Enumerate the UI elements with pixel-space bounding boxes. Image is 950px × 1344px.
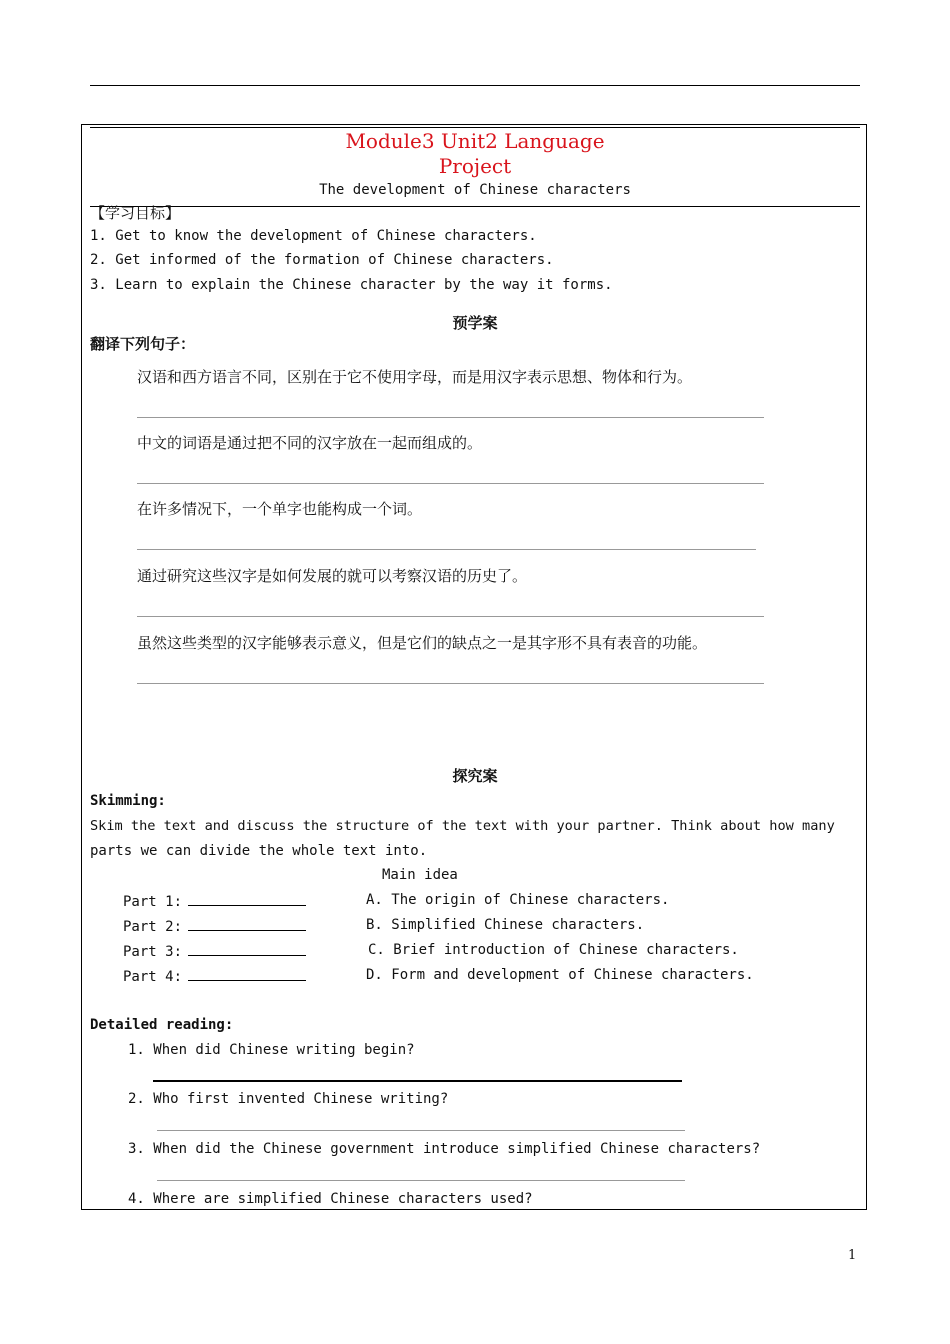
objective-item: 1. Get to know the development of Chinese characters. xyxy=(90,228,537,244)
question-3: 3. When did the Chinese government introduce simplified Chinese characters? xyxy=(128,1141,761,1157)
objective-item: 2. Get informed of the formation of Chinese characters. xyxy=(90,252,554,268)
translate-instruction: 翻译下列句子： xyxy=(90,335,196,353)
part-label: Part 2: xyxy=(123,919,183,935)
part-label: Part 4: xyxy=(123,969,183,985)
page-header-rule xyxy=(90,85,860,86)
preview-heading: 预学案 xyxy=(452,314,498,332)
sentence-1: 汉语和西方语言不同，区别在于它不使用字母，而是用汉字表示思想、物体和行为。 xyxy=(137,368,693,386)
question-answer-line-2[interactable] xyxy=(157,1130,685,1131)
sentence-5: 虽然这些类型的汉字能够表示意义，但是它们的缺点之一是其字形不具有表音的功能。 xyxy=(137,634,708,652)
idea-c: C. Brief introduction of Chinese characters. xyxy=(368,942,739,958)
idea-b: B. Simplified Chinese characters. xyxy=(366,917,645,933)
page-number: 1 xyxy=(848,1248,857,1263)
title-line-2: Project xyxy=(438,154,512,178)
subtitle: The development of Chinese characters xyxy=(319,182,631,198)
answer-line-3[interactable] xyxy=(137,549,756,550)
part-row-3 xyxy=(123,941,306,961)
sentence-4: 通过研究这些汉字是如何发展的就可以考察汉语的历史了。 xyxy=(137,567,528,585)
part-row-2 xyxy=(123,916,306,936)
answer-line-1[interactable] xyxy=(137,417,764,418)
part-blank-3[interactable] xyxy=(188,941,306,956)
idea-a: A. The origin of Chinese characters. xyxy=(366,892,670,908)
frame-top-rule xyxy=(90,127,860,128)
explore-heading: 探究案 xyxy=(452,767,498,785)
question-1: 1. When did Chinese writing begin? xyxy=(128,1042,415,1058)
part-blank-1[interactable] xyxy=(188,891,306,906)
answer-line-4[interactable] xyxy=(137,616,764,617)
answer-line-2[interactable] xyxy=(137,483,764,484)
part-label: Part 3: xyxy=(123,944,183,960)
question-answer-line-3[interactable] xyxy=(157,1180,685,1181)
skimming-line-1: Skim the text and discuss the structure of the text with your partner. Think about how many xyxy=(90,818,835,834)
title-line-1: Module3 Unit2 Language xyxy=(345,129,605,153)
part-blank-2[interactable] xyxy=(188,916,306,931)
part-blank-4[interactable] xyxy=(188,966,306,981)
skimming-label: Skimming: xyxy=(90,793,166,809)
objectives-heading: 【学习目标】 xyxy=(90,204,181,222)
part-row-4 xyxy=(123,966,306,986)
answer-line-5[interactable] xyxy=(137,683,764,684)
title-rule xyxy=(90,206,860,207)
question-2: 2. Who first invented Chinese writing? xyxy=(128,1091,449,1107)
sentence-3: 在许多情况下，一个单字也能构成一个词。 xyxy=(137,500,423,518)
idea-d: D. Form and development of Chinese characters. xyxy=(366,967,754,983)
skimming-line-2: parts we can divide the whole text into. xyxy=(90,843,428,859)
part-label: Part 1: xyxy=(123,894,183,910)
objective-item: 3. Learn to explain the Chinese character by the way it forms. xyxy=(90,277,613,293)
question-answer-line-1[interactable] xyxy=(153,1080,682,1082)
part-row-1 xyxy=(123,891,306,911)
detailed-reading-label: Detailed reading: xyxy=(90,1017,234,1033)
question-4: 4. Where are simplified Chinese characters used? xyxy=(128,1191,533,1207)
sentence-2: 中文的词语是通过把不同的汉字放在一起而组成的。 xyxy=(137,434,483,452)
main-idea-label: Main idea xyxy=(382,867,458,883)
